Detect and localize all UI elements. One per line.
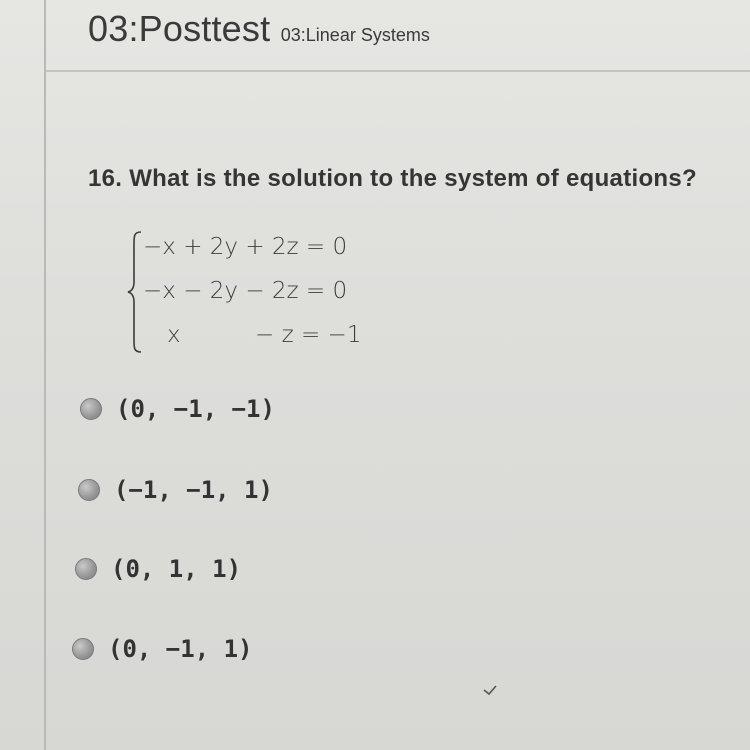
question-text: 16. What is the solution to the system of equations?: [88, 165, 697, 192]
answer-option-2[interactable]: [78, 476, 273, 504]
header-divider: [46, 70, 750, 72]
answer-option-label: (0, 1, 1): [111, 555, 242, 583]
radio-button[interactable]: [78, 479, 100, 501]
page-subtitle: 03:Linear Systems: [280, 25, 430, 45]
cursor-mark-icon: [483, 684, 497, 696]
answer-option-3[interactable]: [75, 555, 241, 583]
radio-button[interactable]: [80, 398, 102, 420]
equation-system: [125, 228, 385, 358]
equation-2: −x − 2y − 2z = 0: [143, 278, 348, 304]
equation-1: −x + 2y + 2z = 0: [143, 234, 348, 260]
answer-option-label: (0, −1, 1): [108, 635, 253, 663]
left-brace-icon: [125, 228, 145, 356]
left-border: [44, 0, 46, 750]
equation-3-z-term: − z = −1: [255, 322, 362, 348]
answer-option-label: (−1, −1, 1): [114, 476, 273, 504]
answer-option-4[interactable]: [72, 635, 253, 663]
page-title: 03:Posttest: [88, 8, 271, 49]
answer-option-label: (0, −1, −1): [116, 395, 275, 423]
equation-3-x-term: x: [167, 322, 181, 348]
radio-button[interactable]: [75, 558, 97, 580]
page-header: [88, 8, 430, 50]
radio-button[interactable]: [72, 638, 94, 660]
answer-option-1[interactable]: [80, 395, 275, 423]
